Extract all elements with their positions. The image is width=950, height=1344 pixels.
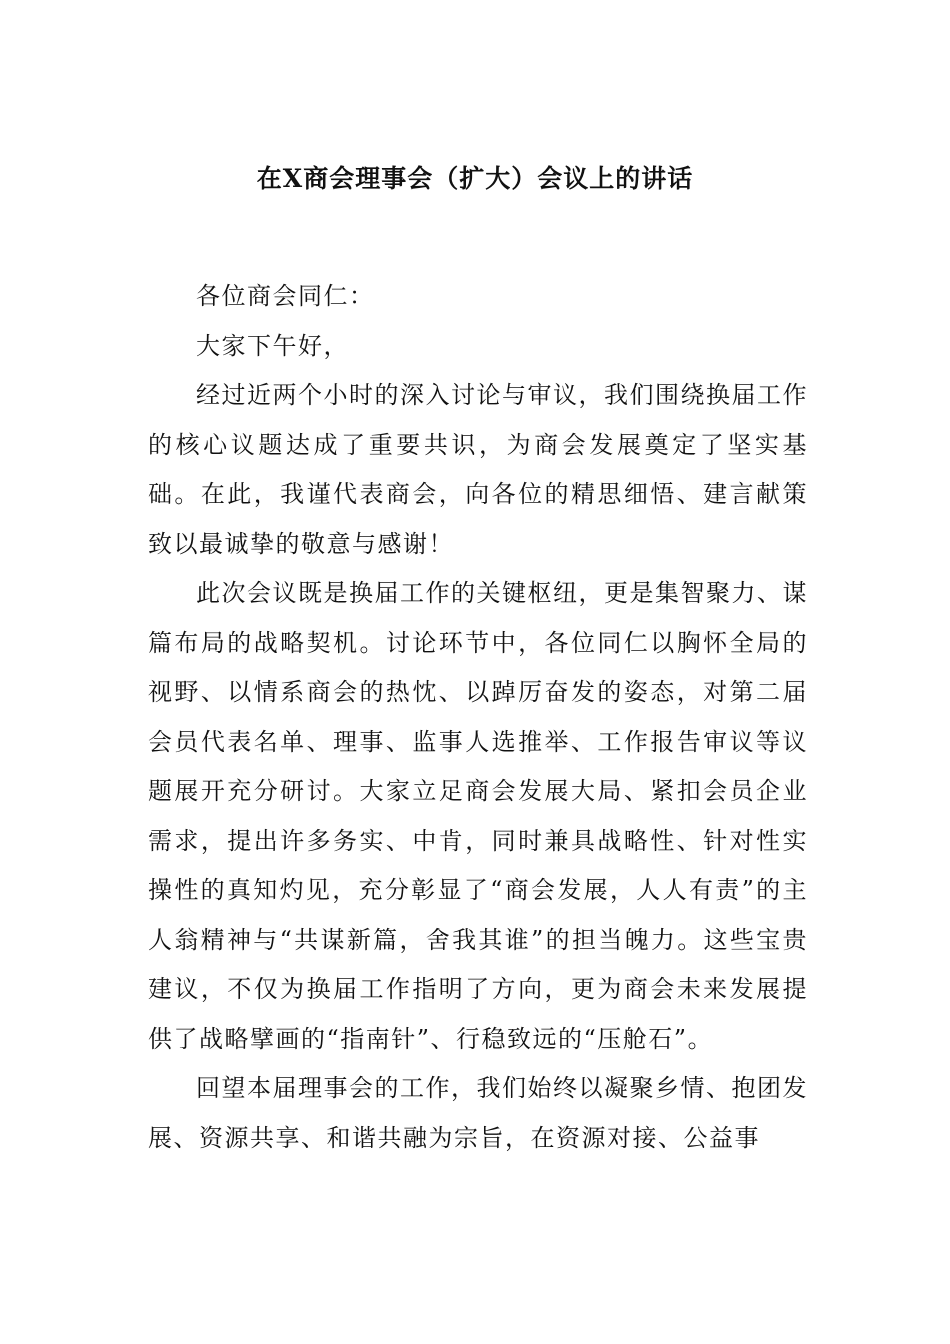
paragraph-1: 经过近两个小时的深入讨论与审议，我们围绕换届工作的核心议题达成了重要共识，为商会发展奠定了坚实基础。在此，我谨代表商会，向各位的精思细悟、建言献策致以最诚挚的敬意与感谢！ bbox=[148, 381, 808, 558]
document-body bbox=[148, 272, 808, 1163]
document-title: 在X商会理事会（扩大）会议上的讲话 bbox=[256, 164, 694, 193]
greeting: 大家下午好， bbox=[196, 331, 349, 360]
salutation: 各位商会同仁： bbox=[196, 282, 375, 310]
paragraph-3: 回望本届理事会的工作，我们始终以凝聚乡情、抱团发展、资源共享、和谐共融为宗旨，在资源对接、公益事 bbox=[148, 1074, 808, 1152]
paragraph-2: 此次会议既是换届工作的关键枢纽，更是集智聚力、谋篇布局的战略契机。讨论环节中，各位同仁以胸怀全局的视野、以情系商会的热忱、以踔厉奋发的姿态，对第二届会员代表名单、理事、监事人选推举、工作报告审议等议题展开充分研讨。大家立足商会发展大局、紧扣会员企业需求，提出许多务实、中肯，同时兼具战略性、针对性实操性的真知灼见，充分彰显了“商会发展，人人有责”的主人翁精神与“共谋新篇，舍我其谁”的担当魄力。这些宝贵建议，不仅为换届工作指明了方向，更为商会未来发展提供了战略擘画的“指南针”、行稳致远的“压舱石”。 bbox=[148, 579, 808, 1053]
